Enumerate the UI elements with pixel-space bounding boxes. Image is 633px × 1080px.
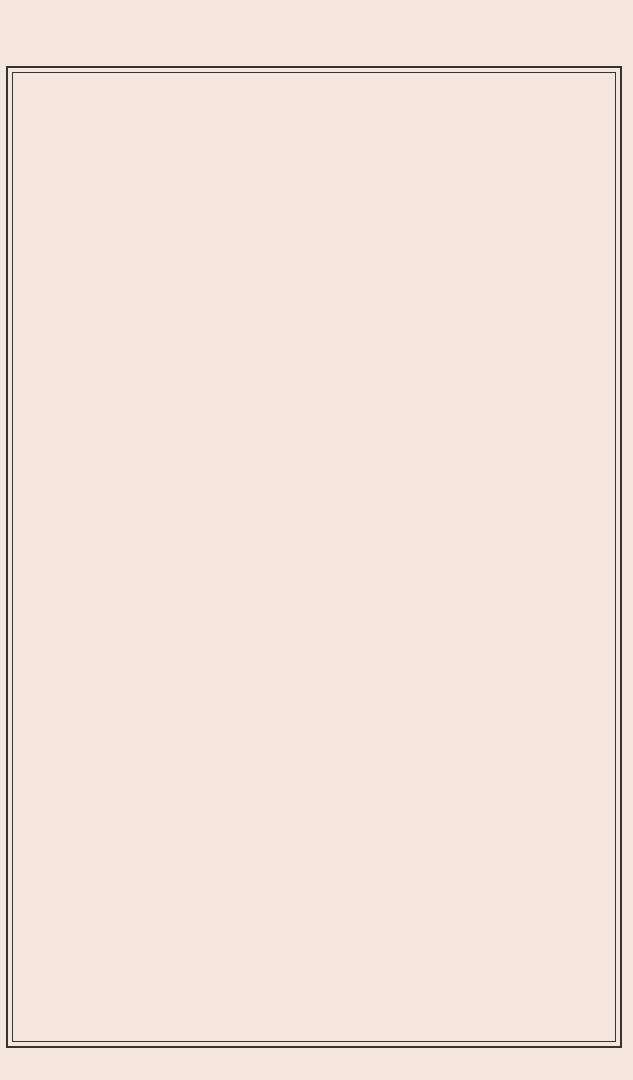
page-text (22, 84, 607, 88)
page-border-inner (12, 72, 616, 1042)
page-border (6, 66, 622, 1048)
